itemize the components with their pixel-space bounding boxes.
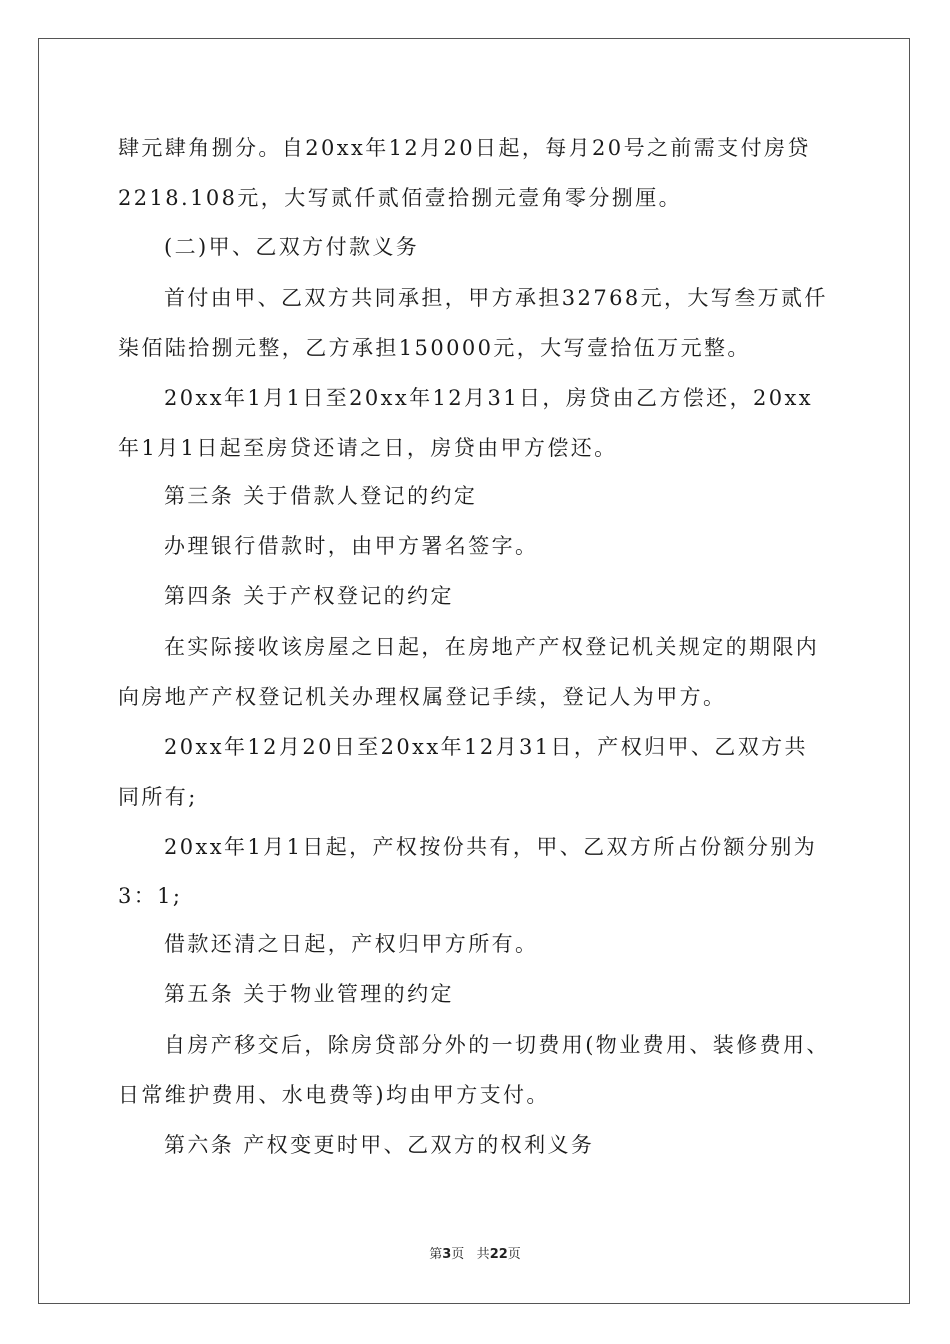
text-line: 2218.108元，大写贰仟贰佰壹拾捌元壹角零分捌厘。 xyxy=(118,186,682,210)
article-heading: 第六条 产权变更时甲、乙双方的权利义务 xyxy=(164,1133,595,1157)
section-heading: (二)甲、乙双方付款义务 xyxy=(164,235,420,259)
text-line: 日常维护费用、水电费等)均由甲方支付。 xyxy=(118,1083,550,1107)
text-line: 20xx年12月20日至20xx年12月31日，产权归甲、乙双方共 xyxy=(164,735,808,759)
text-line: 同所有; xyxy=(118,785,198,809)
text-line: 向房地产产权登记机关办理权属登记手续，登记人为甲方。 xyxy=(118,685,727,709)
text-line: 3：1; xyxy=(118,884,183,908)
article-heading: 第五条 关于物业管理的约定 xyxy=(164,982,454,1006)
article-heading: 第四条 关于产权登记的约定 xyxy=(164,584,454,608)
article-heading: 第三条 关于借款人登记的约定 xyxy=(164,484,478,508)
text-line: 借款还清之日起，产权归甲方所有。 xyxy=(164,932,539,956)
text-line: 办理银行借款时，由甲方署名签字。 xyxy=(164,534,539,558)
text-line: 肆元肆角捌分。自20xx年12月20日起，每月20号之前需支付房贷 xyxy=(118,136,811,160)
text-line: 年1月1日起至房贷还请之日，房贷由甲方偿还。 xyxy=(118,436,618,460)
text-line: 首付由甲、乙双方共同承担，甲方承担32768元，大写叁万贰仟 xyxy=(164,286,828,310)
footer-prefix: 第 xyxy=(429,1247,443,1262)
text-line: 在实际接收该房屋之日起，在房地产产权登记机关规定的期限内 xyxy=(164,635,820,659)
page-border xyxy=(38,38,910,1304)
total-pages-number: 22 xyxy=(489,1247,508,1262)
current-page-number: 3 xyxy=(442,1247,452,1262)
page-footer xyxy=(0,1246,950,1264)
footer-page-word: 页 xyxy=(451,1247,465,1262)
text-line: 自房产移交后，除房贷部分外的一切费用(物业费用、装修费用、 xyxy=(164,1033,830,1057)
text-line: 20xx年1月1日至20xx年12月31日，房贷由乙方偿还，20xx xyxy=(164,386,813,410)
footer-total-prefix: 共 xyxy=(476,1247,490,1262)
footer-total-suffix: 页 xyxy=(507,1247,521,1262)
text-line: 柒佰陆拾捌元整，乙方承担150000元，大写壹拾伍万元整。 xyxy=(118,336,751,360)
text-line: 20xx年1月1日起，产权按份共有，甲、乙双方所占份额分别为 xyxy=(164,835,818,859)
